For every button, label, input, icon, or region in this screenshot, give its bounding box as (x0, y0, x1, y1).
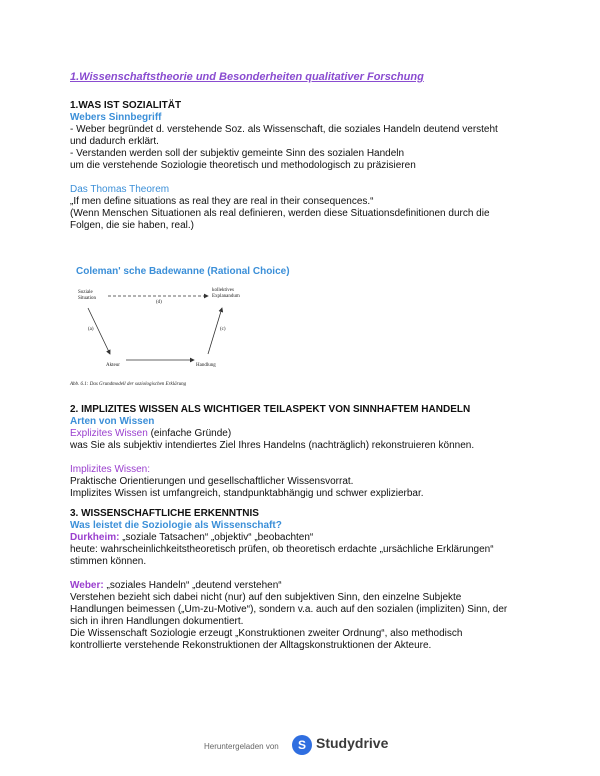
section1-line: um die verstehende Soziologie theoretisch und methodologisch zu präzisieren (70, 160, 416, 171)
section1-sub2: Das Thomas Theorem (70, 184, 170, 195)
implicit-line: Praktische Orientierungen und gesellschaftlicher Wissensvorrat. (70, 476, 354, 487)
explicit-knowledge: Explizites Wissen (einfache Gründe) (70, 428, 232, 439)
figure-caption: Abb. 6.1: Das Grundmodell der soziologischen Erklärung (70, 382, 187, 387)
weber-text: kontrollierte verstehende Rekonstruktionen der Alltagskonstruktionen der Akteure. (70, 640, 432, 651)
section1-line: und dadurch erklärt. (70, 136, 159, 147)
footer (0, 732, 600, 758)
explicit-line: was Sie als subjektiv intendiertes Ziel Ihres Handelns (nachträglich) rekonstruieren können. (70, 440, 475, 451)
label-a: (a) (88, 327, 94, 332)
weber-text: Verstehen bezieht sich dabei nicht (nur) auf den subjektiven Sinn, den einzelne Subjekte (70, 592, 462, 603)
section2-heading: 2. IMPLIZITES WISSEN ALS WICHTIGER TEILASPEKT VON SINNHAFTEM HANDELN (70, 404, 471, 415)
weber-line: Weber: „soziales Handeln“ „deutend verstehen“ (70, 580, 282, 591)
weber-text: sich in ihren Handlungen dokumentiert. (70, 616, 244, 627)
section1-line: - Verstanden werden soll der subjektiv gemeinte Sinn des sozialen Handeln (70, 148, 405, 159)
section1-heading: 1.WAS IST SOZIALITÄT (70, 100, 182, 111)
studydrive-logo-icon: S (292, 735, 312, 755)
label-soziale-situation: Soziale Situation (78, 290, 97, 301)
coleman-diagram (70, 282, 260, 394)
section3-heading: 3. WISSENSCHAFTLICHE ERKENNTNIS (70, 508, 259, 519)
label-akteur: Akteur (106, 363, 120, 368)
section1-line: (Wenn Menschen Situationen als real definieren, werden diese Situationsdefinitionen durch die (70, 208, 490, 219)
section2-sub: Arten von Wissen (70, 416, 155, 427)
section1-line: Folgen, die sie haben, real.) (70, 220, 194, 231)
label-kollektives-explanandum: kollektives Explanandum (212, 288, 240, 299)
label-handlung: Handlung (196, 363, 216, 368)
implicit-line: Implizites Wissen ist umfangreich, standpunktabhängig und schwer explizierbar. (70, 488, 424, 499)
durkheim-line: Durkheim: „soziale Tatsachen“ „objektiv“ „beobachten“ (70, 532, 314, 543)
coleman-figure (70, 266, 540, 394)
label-d: (d) (156, 300, 162, 305)
footer-downloaded-text: Heruntergeladen von (204, 742, 279, 751)
studydrive-brand[interactable]: Studydrive (316, 735, 389, 751)
section1-line: - Weber begründet d. verstehende Soz. als Wissenschaft, die soziales Handeln deutend versteht (70, 124, 498, 135)
figure-title: Coleman' sche Badewanne (Rational Choice) (76, 266, 290, 277)
section1-sub1: Webers Sinnbegriff (70, 112, 162, 123)
label-c: (c) (220, 327, 226, 332)
document-page (70, 70, 540, 652)
section3-sub: Was leistet die Soziologie als Wissenschaft? (70, 520, 282, 531)
document-title: 1.Wissenschaftstheorie und Besonderheiten qualitativer Forschung (70, 71, 424, 83)
durkheim-text: heute: wahrscheinlichkeitstheoretisch prüfen, ob theoretisch erdachte „ursächliche Erklärungen“ (70, 544, 494, 555)
implicit-label: Implizites Wissen: (70, 464, 151, 475)
weber-text: Handlungen beimessen („Um-zu-Motive“), sondern v.a. auch auf den sozialen (impliziten) Sinn, der (70, 604, 508, 615)
section1-line: „If men define situations as real they are real in their consequences.“ (70, 196, 374, 207)
durkheim-text: stimmen können. (70, 556, 147, 567)
weber-text: Die Wissenschaft Soziologie erzeugt „Konstruktionen zweiter Ordnung“, also methodisch (70, 628, 463, 639)
